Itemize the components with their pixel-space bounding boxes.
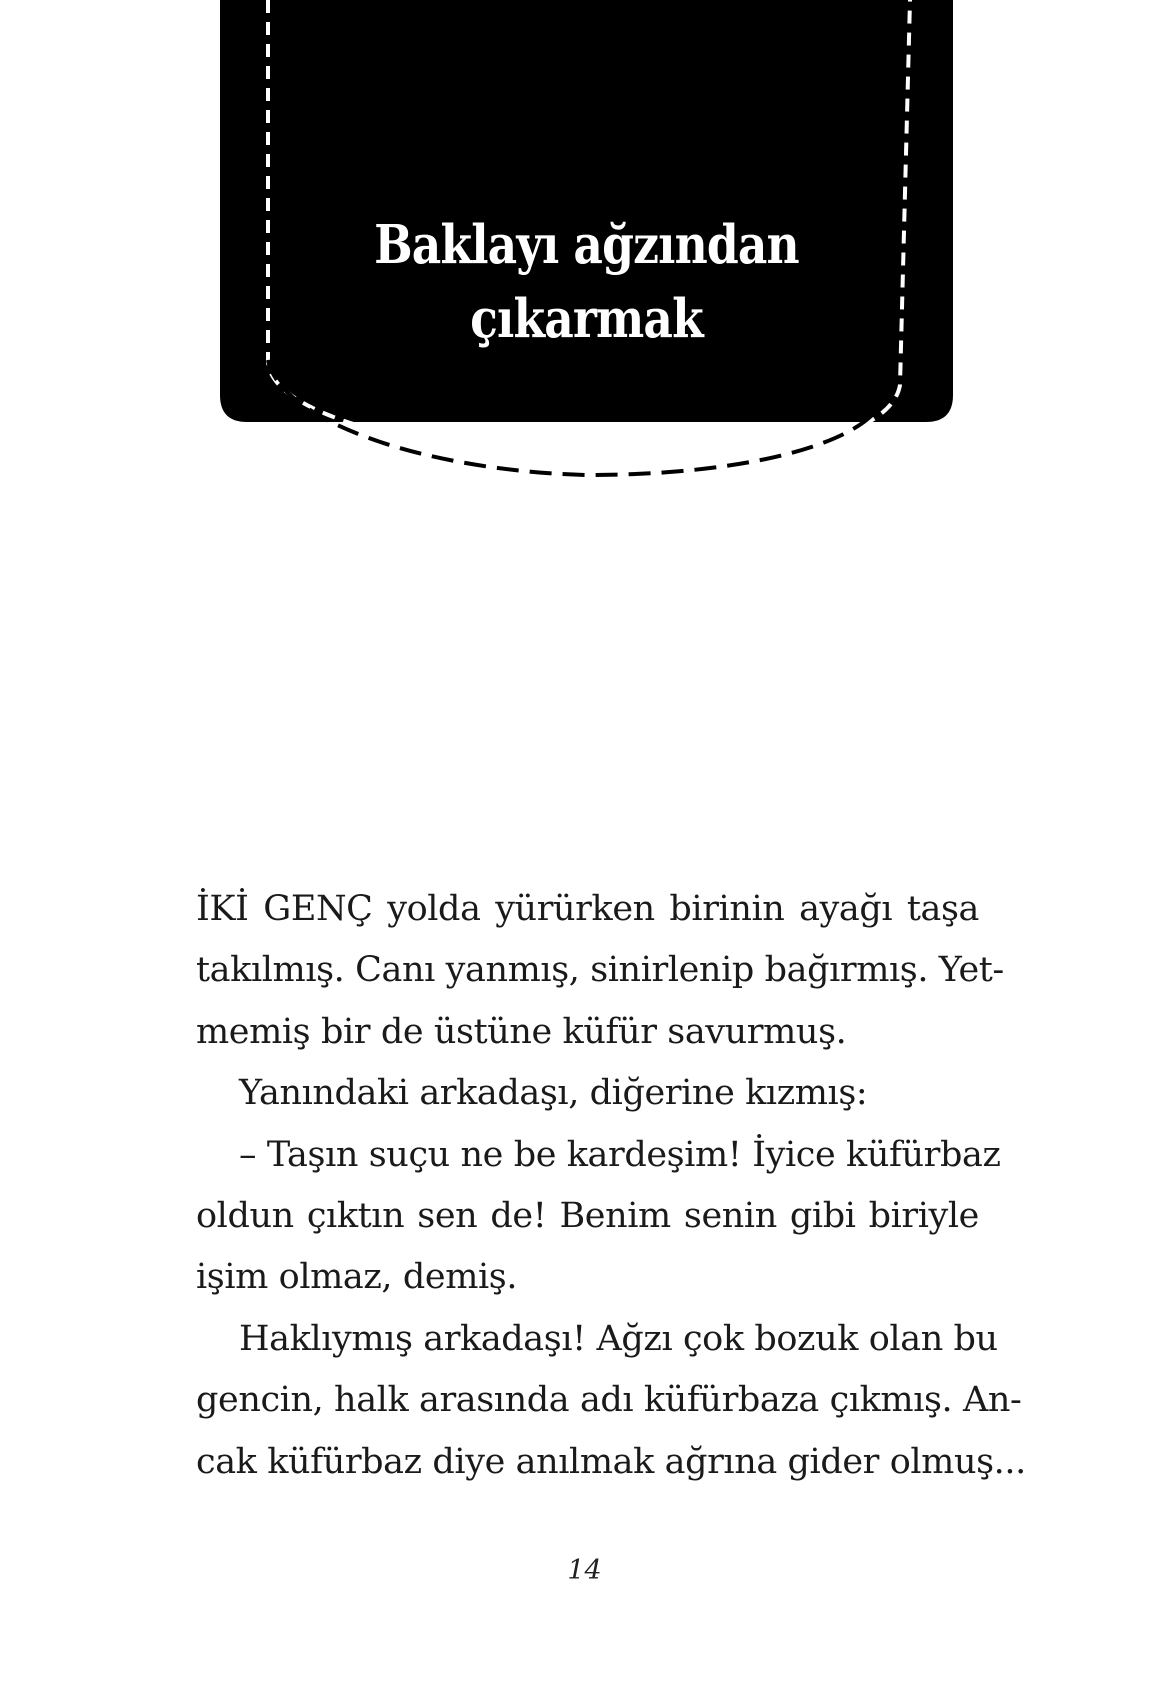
story-line: takılmış. Canı yanmış, sinirlenip bağırmış. Yet- xyxy=(196,950,1004,991)
story-line: gencin, halk arasında adı küfürbaza çıkmış. An- xyxy=(196,1380,1022,1421)
story-line: oldun çıktın sen de! Benim senin gibi biriyle xyxy=(196,1195,979,1236)
story-body xyxy=(196,879,1026,1493)
chapter-title-line-2: çıkarmak xyxy=(470,288,703,350)
page-number: 14 xyxy=(567,1555,602,1586)
story-line: İKİ GENÇ yolda yürürken birinin ayağı taşa xyxy=(196,889,979,929)
story-line: memiş bir de üstüne küfür savurmuş. xyxy=(196,1011,847,1052)
story-line: Haklıymış arkadaşı! Ağzı çok bozuk olan bu xyxy=(239,1318,998,1359)
chapter-title xyxy=(271,208,901,356)
story-line: işim olmaz, demiş. xyxy=(196,1257,518,1298)
story-line: cak küfürbaz diye anılmak ağrına gider olmuş... xyxy=(196,1441,1026,1482)
chapter-title-line-1: Baklayı ağzından xyxy=(374,214,799,276)
story-line: – Taşın suçu ne be kardeşim! İyice küfürbaz xyxy=(239,1134,1001,1175)
story-line: Yanındaki arkadaşı, diğerine kızmış: xyxy=(239,1073,868,1114)
